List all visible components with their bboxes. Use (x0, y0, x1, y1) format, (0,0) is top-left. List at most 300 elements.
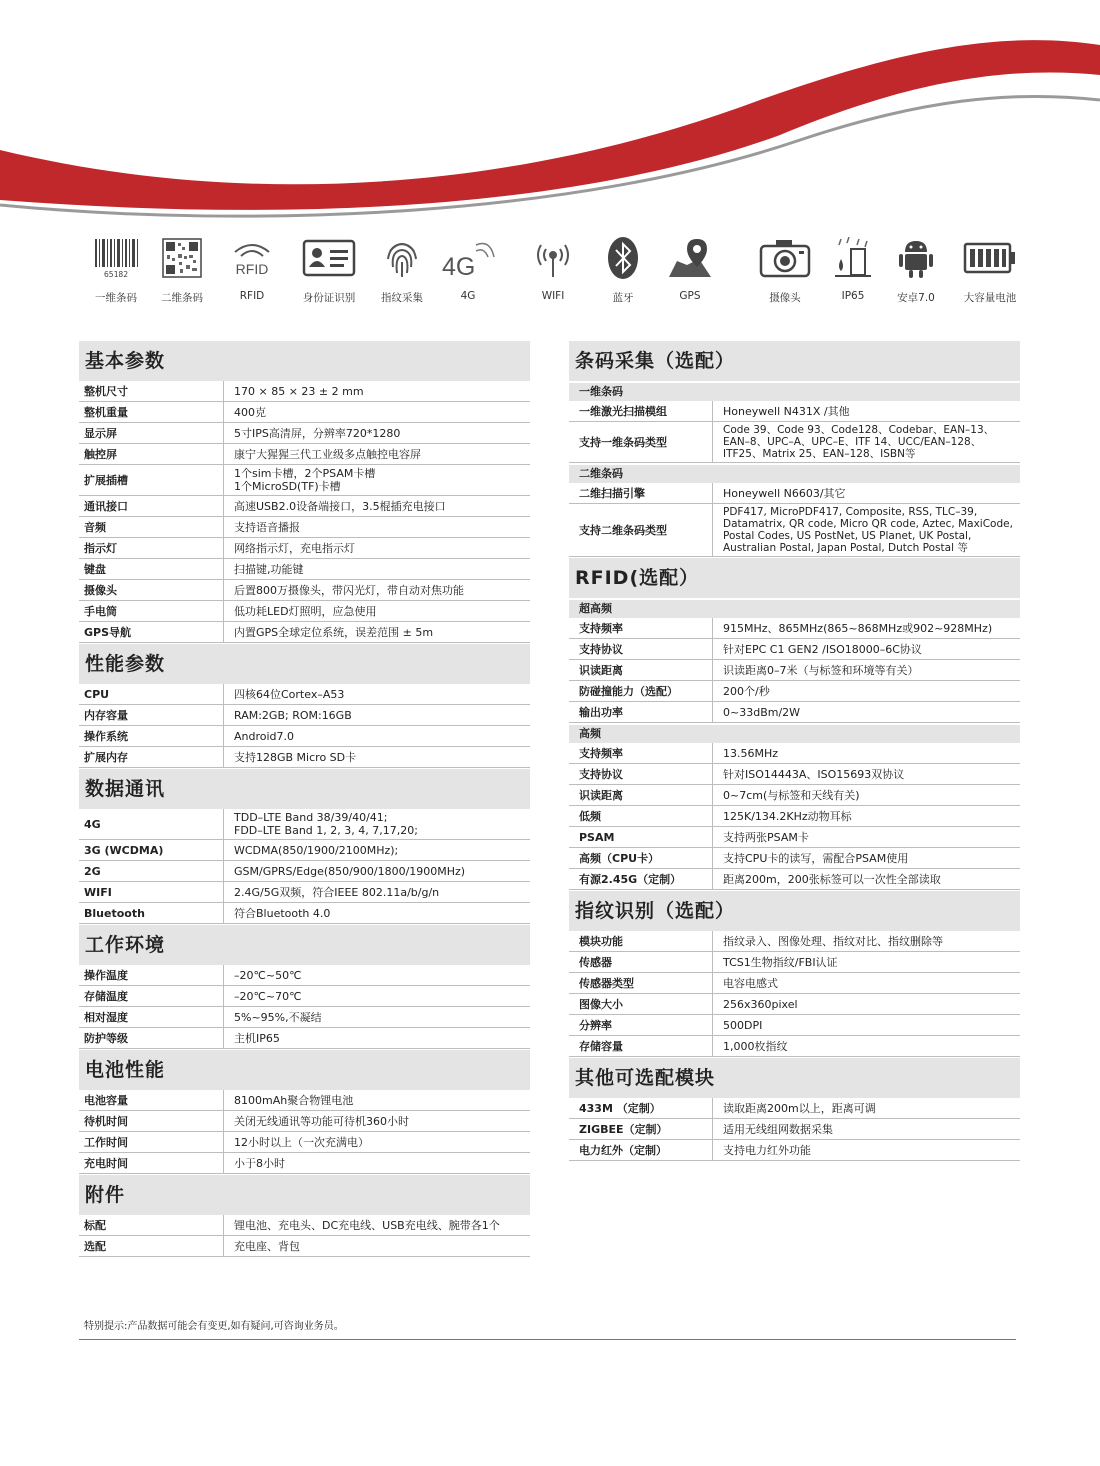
header-swoosh (0, 0, 1100, 230)
spec-value-line: 2.4G/5G双频，符合IEEE 802.11a/b/g/n (234, 885, 440, 899)
spec-row (569, 618, 1020, 639)
spec-value-line: 针对ISO14443A、ISO15693双协议 (723, 767, 905, 781)
spec-key: 标配 (79, 1215, 224, 1235)
spec-row (569, 1119, 1020, 1140)
spec-row (569, 660, 1020, 681)
spec-key: 存储容量 (569, 1036, 713, 1056)
spec-value (224, 444, 530, 464)
spec-key: 3G (WCDMA) (79, 840, 224, 860)
spec-value (713, 931, 1020, 951)
spec-key: 防护等级 (79, 1028, 224, 1048)
spec-key: 操作系统 (79, 726, 224, 746)
spec-value-line: 13.56MHz (723, 746, 779, 760)
spec-value-line: 锂电池、充电头、DC充电线、USB充电线、腕带各1个 (234, 1218, 500, 1232)
spec-key: 支持协议 (569, 639, 713, 659)
fingerprint-icon (364, 236, 440, 280)
spec-row (79, 559, 530, 580)
spec-row (569, 422, 1020, 463)
spec-key: 内存容量 (79, 705, 224, 725)
spec-key: 433M （定制） (569, 1098, 713, 1118)
spec-row (569, 869, 1020, 890)
spec-row (79, 465, 530, 496)
spec-value (713, 785, 1020, 805)
spec-key: GPS导航 (79, 622, 224, 642)
spec-value-line: FDD–LTE Band 1, 2, 3, 4, 7,17,20; (234, 824, 418, 837)
spec-row (79, 538, 530, 559)
spec-value (713, 764, 1020, 784)
section-communication (79, 769, 530, 924)
spec-row (569, 848, 1020, 869)
section-title: 性能参数 (79, 644, 530, 684)
spec-value-line: 距离200m，200张标签可以一次性全部读取 (723, 872, 941, 886)
spec-value (713, 869, 1020, 889)
spec-key: 高频（CPU卡） (569, 848, 713, 868)
spec-row (79, 1132, 530, 1153)
spec-key: 二维扫描引擎 (569, 483, 713, 503)
spec-key: 扩展内存 (79, 747, 224, 767)
section-battery (79, 1050, 530, 1174)
wifi-icon (515, 236, 591, 280)
spec-value (224, 538, 530, 558)
spec-row (569, 806, 1020, 827)
spec-value (713, 483, 1020, 503)
spec-value (224, 840, 530, 860)
spec-value-line: 四核64位Cortex–A53 (234, 687, 345, 701)
spec-key: 待机时间 (79, 1111, 224, 1131)
spec-value (224, 423, 530, 443)
section-title: 工作环境 (79, 925, 530, 965)
spec-value-line: Android7.0 (234, 729, 295, 743)
feature-qrcode (144, 236, 220, 308)
spec-key: PSAM (569, 827, 713, 847)
feature-battery (952, 236, 1028, 308)
spec-key: 键盘 (79, 559, 224, 579)
spec-value-line: 915MHz、865MHz(865~868MHz或902~928MHz) (723, 621, 993, 635)
spec-value-line: ITF25、Matrix 25、EAN–128、ISBN等 (723, 448, 916, 460)
spec-key: 存储温度 (79, 986, 224, 1006)
spec-value (224, 1007, 530, 1027)
section-basic (79, 341, 530, 643)
section-title: 数据通讯 (79, 769, 530, 809)
spec-key: 传感器 (569, 952, 713, 972)
spec-row (569, 764, 1020, 785)
spec-value-line: 5%~95%,不凝结 (234, 1010, 322, 1024)
spec-row (79, 1111, 530, 1132)
spec-row (79, 601, 530, 622)
feature-fingerprint (364, 236, 440, 308)
spec-row (79, 840, 530, 861)
section-title: 条码采集（选配） (569, 341, 1020, 381)
spec-value (224, 465, 530, 495)
left-spec-column (79, 340, 530, 1257)
subsection-title: 二维条码 (569, 465, 1020, 483)
spec-value (224, 882, 530, 902)
feature-bluetooth (585, 236, 661, 308)
spec-value-line: 200个/秒 (723, 684, 770, 698)
feature-label: 摄像头 (769, 292, 801, 304)
spec-value-line: 符合Bluetooth 4.0 (234, 906, 331, 920)
battery-icon (952, 236, 1028, 280)
spec-key: Bluetooth (79, 903, 224, 923)
spec-value (224, 402, 530, 422)
spec-value (224, 705, 530, 725)
spec-key: 工作时间 (79, 1132, 224, 1152)
spec-key: 低频 (569, 806, 713, 826)
spec-row (569, 1036, 1020, 1057)
spec-value-line: TCS1生物指纹/FBI认证 (723, 955, 838, 969)
spec-value-line: 1,000枚指纹 (723, 1039, 788, 1053)
spec-value (224, 1215, 530, 1235)
spec-value-line: Honeywell N431X /其他 (723, 404, 850, 418)
spec-value-line: 500DPI (723, 1018, 763, 1032)
spec-value (224, 903, 530, 923)
spec-value (224, 1028, 530, 1048)
feature-icons (78, 236, 1023, 308)
spec-value-line: Honeywell N6603/其它 (723, 486, 846, 500)
spec-value (224, 1132, 530, 1152)
bottom-divider (79, 1339, 1016, 1340)
spec-value (713, 618, 1020, 638)
gps-icon (652, 236, 728, 280)
spec-row (79, 517, 530, 538)
spec-row (569, 1140, 1020, 1161)
spec-value-line: 指纹录入、图像处理、指纹对比、指纹删除等 (723, 934, 943, 948)
spec-key: 支持一维条码类型 (569, 422, 713, 462)
android-icon (878, 236, 954, 280)
spec-value (713, 994, 1020, 1014)
spec-value (713, 806, 1020, 826)
feature-label: 一维条码 (95, 292, 137, 304)
spec-key: 相对湿度 (79, 1007, 224, 1027)
spec-key: 4G (79, 809, 224, 839)
spec-value (224, 496, 530, 516)
spec-value (224, 1153, 530, 1173)
spec-value (713, 702, 1020, 722)
spec-key: 电力红外（定制） (569, 1140, 713, 1160)
spec-row (569, 743, 1020, 764)
spec-value-line: –20℃~50℃ (234, 968, 302, 982)
barcode-digits: 65182 (103, 270, 129, 279)
spec-row (79, 986, 530, 1007)
subsection-title: 超高频 (569, 600, 1020, 618)
spec-key: 整机重量 (79, 402, 224, 422)
spec-key: 扩展插槽 (79, 465, 224, 495)
spec-value-line: 读取距离200m以上，距离可调 (723, 1101, 876, 1115)
spec-row (79, 402, 530, 423)
spec-value-line: 电容电感式 (723, 976, 778, 990)
spec-value (224, 381, 530, 401)
spec-value-line: GSM/GPRS/Edge(850/900/1800/1900MHz) (234, 864, 466, 878)
feature-label: 指纹采集 (381, 292, 423, 304)
spec-row (569, 827, 1020, 848)
spec-key: 摄像头 (79, 580, 224, 600)
spec-value-line: EAN–8、UPC–A、UPC–E、ITF 14、UCC/EAN–128、 (723, 436, 982, 448)
section-barcode (569, 341, 1020, 557)
subsection-title: 一维条码 (569, 383, 1020, 401)
spec-value (224, 1111, 530, 1131)
spec-row (569, 973, 1020, 994)
feature-gps (652, 236, 728, 308)
spec-row (79, 1153, 530, 1174)
right-spec-column (569, 340, 1020, 1161)
feature-label: 二维条码 (161, 292, 203, 304)
spec-row (79, 684, 530, 705)
spec-value (713, 952, 1020, 972)
spec-row (569, 1098, 1020, 1119)
id-card-icon (291, 236, 367, 280)
spec-row (79, 622, 530, 643)
spec-row (79, 809, 530, 840)
section-rfid (569, 558, 1020, 890)
spec-row (569, 702, 1020, 723)
spec-key: 整机尺寸 (79, 381, 224, 401)
feature-android (878, 236, 954, 308)
spec-row (79, 861, 530, 882)
spec-value (713, 1119, 1020, 1139)
spec-value (713, 639, 1020, 659)
feature-label: 大容量电池 (963, 292, 1017, 304)
spec-row (569, 681, 1020, 702)
spec-value-line: 内置GPS全球定位系统，误差范围 ± 5m (234, 625, 434, 639)
spec-value-line: 支持CPU卡的读写，需配合PSAM使用 (723, 851, 909, 865)
section-title: 其他可选配模块 (569, 1058, 1020, 1098)
spec-value (713, 973, 1020, 993)
spec-value (224, 726, 530, 746)
spec-value-line: 支持电力红外功能 (723, 1143, 811, 1157)
spec-row (569, 785, 1020, 806)
spec-value-line: 识读距离0–7米（与标签和环境等有关） (723, 663, 919, 677)
spec-key: 充电时间 (79, 1153, 224, 1173)
spec-key: 有源2.45G（定制） (569, 869, 713, 889)
spec-row (569, 483, 1020, 504)
spec-value (224, 517, 530, 537)
qrcode-icon (144, 236, 220, 280)
spec-row (79, 1215, 530, 1236)
spec-value-line: 支持语音播报 (234, 520, 300, 534)
spec-value (713, 1015, 1020, 1035)
spec-row (79, 381, 530, 402)
spec-value-line: 支持128GB Micro SD卡 (234, 750, 357, 764)
spec-row (79, 1236, 530, 1257)
spec-key: 指示灯 (79, 538, 224, 558)
spec-value-line: 扫描键,功能键 (234, 562, 304, 576)
rfid-text: RFID (235, 261, 269, 277)
spec-value (224, 622, 530, 642)
spec-key: 一维激光扫描模组 (569, 401, 713, 421)
spec-value-line: PDF417, MicroPDF417, Composite, RSS, TLC–39, (723, 506, 978, 518)
spec-value-line: WCDMA(850/1900/2100MHz); (234, 843, 399, 857)
spec-value-line: 0~7cm(与标签和天线有关) (723, 788, 860, 802)
spec-value-line: 网络指示灯，充电指示灯 (234, 541, 355, 555)
feature-label: 安卓7.0 (897, 292, 935, 304)
feature-idcard (291, 236, 367, 308)
spec-value-line: 低功耗LED灯照明，应急使用 (234, 604, 377, 618)
feature-camera (747, 236, 823, 308)
spec-value (713, 401, 1020, 421)
spec-value (713, 848, 1020, 868)
spec-value (713, 660, 1020, 680)
spec-key: 支持频率 (569, 743, 713, 763)
section-other-modules (569, 1058, 1020, 1161)
spec-value (713, 504, 1020, 556)
spec-row (569, 639, 1020, 660)
feature-label: GPS (679, 290, 701, 302)
subsection-title: 高频 (569, 725, 1020, 743)
spec-key: 防碰撞能力（选配） (569, 681, 713, 701)
spec-value-line: 400克 (234, 405, 266, 419)
spec-value (224, 986, 530, 1006)
spec-value (713, 743, 1020, 763)
spec-key: 操作温度 (79, 965, 224, 985)
rfid-icon (214, 236, 290, 280)
spec-value-line: 康宁大猩猩三代工业级多点触控电容屏 (234, 447, 421, 461)
spec-key: 图像大小 (569, 994, 713, 1014)
spec-value (713, 1036, 1020, 1056)
spec-value-line: 125K/134.2KHz动物耳标 (723, 809, 852, 823)
signal-4g-icon (430, 236, 506, 280)
section-fingerprint (569, 891, 1020, 1057)
spec-value-line: 主机IP65 (234, 1031, 280, 1045)
section-title: RFID(选配） (569, 558, 1020, 598)
feature-label: RFID (239, 290, 265, 302)
feature-label: 身份证识别 (302, 292, 356, 304)
spec-value (224, 1090, 530, 1110)
spec-value (713, 1098, 1020, 1118)
feature-wifi (515, 236, 591, 308)
spec-value (224, 1236, 530, 1256)
spec-value-line: 支持两张PSAM卡 (723, 830, 809, 844)
spec-value (224, 601, 530, 621)
spec-row (79, 423, 530, 444)
spec-key: 识读距离 (569, 785, 713, 805)
spec-value-line: Australian Postal, Japan Postal, Dutch Postal 等 (723, 542, 968, 554)
spec-row (79, 965, 530, 986)
spec-key: 手电筒 (79, 601, 224, 621)
feature-4g (430, 236, 506, 308)
spec-row (79, 726, 530, 747)
spec-value-line: 8100mAh聚合物锂电池 (234, 1093, 354, 1107)
spec-row (79, 747, 530, 768)
spec-value (224, 861, 530, 881)
spec-key: 模块功能 (569, 931, 713, 951)
feature-rfid (214, 236, 290, 308)
spec-value (224, 559, 530, 579)
spec-key: 识读距离 (569, 660, 713, 680)
spec-value-line: RAM:2GB; ROM:16GB (234, 708, 352, 722)
spec-value-line: Code 39、Code 93、Code128、Codebar、EAN–13、 (723, 424, 995, 436)
spec-value-line: 适用无线组网数据采集 (723, 1122, 833, 1136)
feature-label: WIFI (541, 290, 565, 302)
section-title: 指纹识别（选配） (569, 891, 1020, 931)
spec-row (569, 931, 1020, 952)
spec-row (569, 1015, 1020, 1036)
spec-row (79, 903, 530, 924)
section-performance (79, 644, 530, 768)
footnote: 特别提示:产品数据可能会有变更,如有疑问,可咨询业务员。 (84, 1321, 344, 1332)
spec-value-line: Postal Codes, US PostNet, US Planet, UK Postal, (723, 530, 972, 542)
spec-row (79, 1028, 530, 1049)
spec-key: 2G (79, 861, 224, 881)
spec-value-line: 1个MicroSD(TF)卡槽 (234, 480, 341, 493)
spec-key: 支持协议 (569, 764, 713, 784)
spec-value-line: 后置800万摄像头，带闪光灯，带自动对焦功能 (234, 583, 464, 597)
spec-key: CPU (79, 684, 224, 704)
spec-key: 触控屏 (79, 444, 224, 464)
section-accessories (79, 1175, 530, 1257)
section-title: 基本参数 (79, 341, 530, 381)
spec-key: 分辨率 (569, 1015, 713, 1035)
section-environment (79, 925, 530, 1049)
spec-value-line: 256x360pixel (723, 997, 798, 1011)
spec-value (224, 965, 530, 985)
spec-value (224, 809, 530, 839)
feature-label: 蓝牙 (612, 292, 634, 304)
signal-4g-text: 4G (442, 253, 476, 279)
spec-key: ZIGBEE（定制） (569, 1119, 713, 1139)
spec-row (79, 705, 530, 726)
spec-row (79, 1090, 530, 1111)
bluetooth-icon (585, 236, 661, 280)
feature-label: IP65 (841, 290, 865, 302)
spec-value-line: 1个sim卡槽，2个PSAM卡槽 (234, 467, 376, 480)
spec-row (569, 952, 1020, 973)
spec-value-line: Datamatrix, QR code, Micro QR code, Aztec, MaxiCode, (723, 518, 1013, 530)
spec-value-line: 高速USB2.0设备端接口，3.5棍插充电接口 (234, 499, 446, 513)
spec-value (224, 684, 530, 704)
spec-value-line: 0~33dBm/2W (723, 705, 801, 719)
spec-row (569, 994, 1020, 1015)
spec-key: 音频 (79, 517, 224, 537)
barcode-1d-icon (78, 236, 154, 280)
spec-key: 传感器类型 (569, 973, 713, 993)
spec-row (79, 496, 530, 517)
spec-value-line: TDD–LTE Band 38/39/40/41; (234, 811, 388, 824)
spec-value (713, 827, 1020, 847)
feature-barcode (78, 236, 154, 308)
spec-value-line: 12小时以上（一次充满电） (234, 1135, 369, 1149)
spec-value-line: 小于8小时 (234, 1156, 285, 1170)
spec-value (713, 1140, 1020, 1160)
spec-row (569, 401, 1020, 422)
spec-value-line: 关闭无线通讯等功能可待机360小时 (234, 1114, 409, 1128)
spec-value (224, 747, 530, 767)
spec-key: 支持二维条码类型 (569, 504, 713, 556)
spec-key: 显示屏 (79, 423, 224, 443)
spec-row (79, 882, 530, 903)
spec-value (713, 681, 1020, 701)
spec-row (569, 504, 1020, 557)
spec-key: 通讯接口 (79, 496, 224, 516)
section-title: 电池性能 (79, 1050, 530, 1090)
section-title: 附件 (79, 1175, 530, 1215)
feature-label: 4G (460, 290, 476, 302)
spec-value-line: 充电座、背包 (234, 1239, 300, 1253)
spec-value-line: 170 × 85 × 23 ± 2 mm (234, 384, 364, 398)
spec-value-line: 针对EPC C1 GEN2 /ISO18000–6C协议 (723, 642, 922, 656)
spec-value (224, 580, 530, 600)
spec-key: 选配 (79, 1236, 224, 1256)
spec-value (713, 422, 1020, 462)
spec-row (79, 444, 530, 465)
spec-row (79, 580, 530, 601)
spec-key: 电池容量 (79, 1090, 224, 1110)
spec-key: WIFI (79, 882, 224, 902)
spec-key: 支持频率 (569, 618, 713, 638)
spec-key: 输出功率 (569, 702, 713, 722)
spec-row (79, 1007, 530, 1028)
spec-value-line: 5寸IPS高清屏，分辨率720*1280 (234, 426, 401, 440)
camera-icon (747, 236, 823, 280)
